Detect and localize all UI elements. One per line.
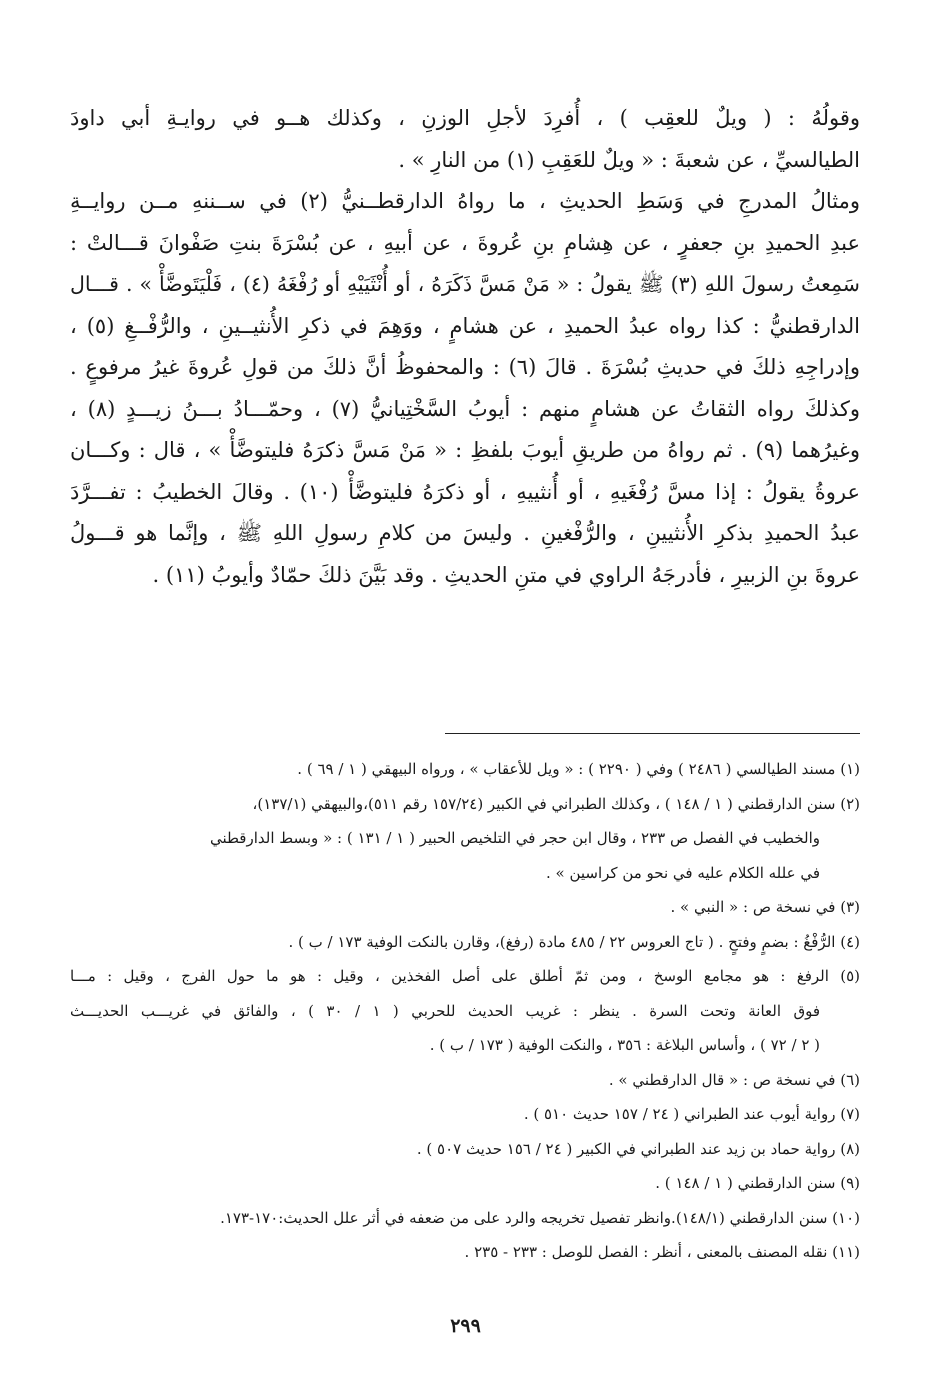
footnote-10: (١٠) سنن الدارقطني (١٤٨/١).وانظر تفصيل تخريجه والرد على من ضعفه في أثر علل الحديث:١٧٠-١٧٣. xyxy=(220,1208,860,1227)
footnote-2-cont: والخطيب في الفصل ص ٢٣٣ ، وقال ابن حجر في التلخيص الحبير ( ١ / ١٣١ ) : « وبسط الدارقطني xyxy=(209,829,820,847)
footnote-3: (٣) في نسخة ص : « النبي » . xyxy=(670,898,860,916)
footnote-2-cont: في علله الكلام عليه في نحو من كراسين » . xyxy=(545,863,820,882)
text-line: وكذلكَ رواه الثقاتُ عن هشامٍ منهم : أيوبُ السَّخْتِيانيُّ (٧) ، وحمّـــادُ بـــنُ زيـــدٍ (٨) ، xyxy=(70,396,860,421)
footnote-8: (٨) رواية حماد بن زيد عند الطبراني في الكبير ( ٢٤ / ١٥٦ حديث ٥٠٧ ) . xyxy=(416,1139,860,1158)
footnote-6: (٦) في نسخة ص : « قال الدارقطني » . xyxy=(608,1070,860,1089)
text-line: عروةُ يقولُ : إذا مسَّ رُفْغَيهِ ، أو أُنثييهِ ، أو ذكرَهُ فليتوضَّأْ (١٠) . وقالَ الخطيبُ : تفـــرَّدَ xyxy=(70,479,861,504)
footnote-1: (١) مسند الطيالسي ( ٢٤٨٦ ) وفي ( ٢٢٩٠ ) : « ويل للأعقاب » ، ورواه البيهقي ( ١ / ٦٩ ) . xyxy=(297,760,860,778)
text-line: الدارقطنيُّ : كذا رواه عبدُ الحميدِ ، عن هشامٍ ، ووَهِمَ في ذكرِ الأُنثيــينِ ، والرُّفْــغِ (٥) ، xyxy=(70,313,860,338)
text-line: وقولُهُ : ( ويلٌ للعقِب ) ، أُفرِدَ لأجلِ الوزنِ ، وكذلك هــو في روايـةِ أبي داودَ xyxy=(70,106,860,130)
footnote-9: (٩) سنن الدارقطني ( ١ / ١٤٨ ) . xyxy=(655,1174,860,1192)
footnote-separator xyxy=(445,733,860,734)
footnote-7: (٧) رواية أيوب عند الطبراني ( ٢٤ / ١٥٧ حديث ٥١٠ ) . xyxy=(523,1105,860,1123)
footnote-11: (١١) نقله المصنف بالمعنى ، أنظر : الفصل للوصل : ٢٣٣ - ٢٣٥ . xyxy=(464,1243,860,1261)
footnote-2: (٢) سنن الدارقطني ( ١ / ١٤٨ ) ، وكذلك الطبراني في الكبير (١٥٧/٢٤ رقم ٥١١)،والبيهقي (١٣٧/١)، xyxy=(252,794,860,813)
footnotes xyxy=(70,752,860,1270)
footnote-5-cont: فوق العانة وتحت السرة . ينظر : غريب الحديث للحربي ( ١ / ٣٠ ) ، والفائق في غريـــب الحديـــث xyxy=(70,1001,821,1020)
footnote-5: (٥) الرفغ : هو مجامع الوسخ ، ومن ثمّ أطلق على أصل الفخذين ، وقيل : هو ما حول الفرج ، وقيل : مـــا xyxy=(70,967,860,985)
main-text xyxy=(70,98,860,596)
text-line: عبدِ الحميدِ بنِ جعفرٍ ، عن هِشامِ بنِ عُروةَ ، عن أبيهِ ، عن بُسْرَةَ بنتِ صَفْوانَ قـــالتْ : xyxy=(70,230,860,255)
footnote-5-cont: ( ٢ / ٧٢ ) ، وأساس البلاغة : ٣٥٦ ، والنكت الوفية ( ١٧٣ / ب ) . xyxy=(429,1036,820,1054)
footnote-4: (٤) الرُّفْغُ : بضمٍ وفتحٍ . ( تاج العروس ٢٢ / ٤٨٥ مادة (رفغ)، وقارن بالنكت الوفية ١٧٣ / ب ) . xyxy=(288,932,860,951)
page-number: ٢٩٩ xyxy=(450,1315,481,1337)
text-line: الطيالسيِّ ، عن شعبةَ : « ويلٌ للعَقِبِ (١) من النارِ » . xyxy=(398,147,860,172)
text-line: عروةَ بنِ الزبيرِ ، فأدرجَهُ الراوي في متنِ الحديثِ . وقد بَيَّنَ ذلكَ حمّادٌ وأيوبُ (١١) . xyxy=(152,562,860,587)
text-line: وغيرُهما (٩) . ثم رواهُ من طريقِ أيوبَ بلفظِ : « مَنْ مَسَّ ذكرَهُ فليتوضَّأْ » ، قال : وكـــان xyxy=(70,438,861,462)
text-line: وإدراجِهِ ذلكَ في حديثِ بُسْرَةَ . قالَ (٦) : والمحفوظُ أنَّ ذلكَ من قولِ عُروةَ غيرُ مرفوعٍ . xyxy=(70,355,860,379)
text-line: سَمِعتُ رسولَ اللهِ (٣) ﷺ يقولُ : « مَنْ مَسَّ ذَكَرَهُ ، أو أُنْثَيَيْهِ أو رُفْغَهُ (٤) ، فَلْيَتَوضَّأْ » . قـــال xyxy=(70,272,860,296)
text-line: عبدُ الحميدِ بذكرِ الأُنثيينِ ، والرُّفْغينِ . وليسَ من كلامِ رسولِ اللهِ ﷺ ، وإنَّما هو قـــولُ xyxy=(70,521,860,545)
text-line: ومثالُ المدرجِ في وَسَطِ الحديثِ ، ما رواهُ الدارقطــنيُّ (٢) في ســننهِ مــن روايــةِ xyxy=(70,189,860,213)
